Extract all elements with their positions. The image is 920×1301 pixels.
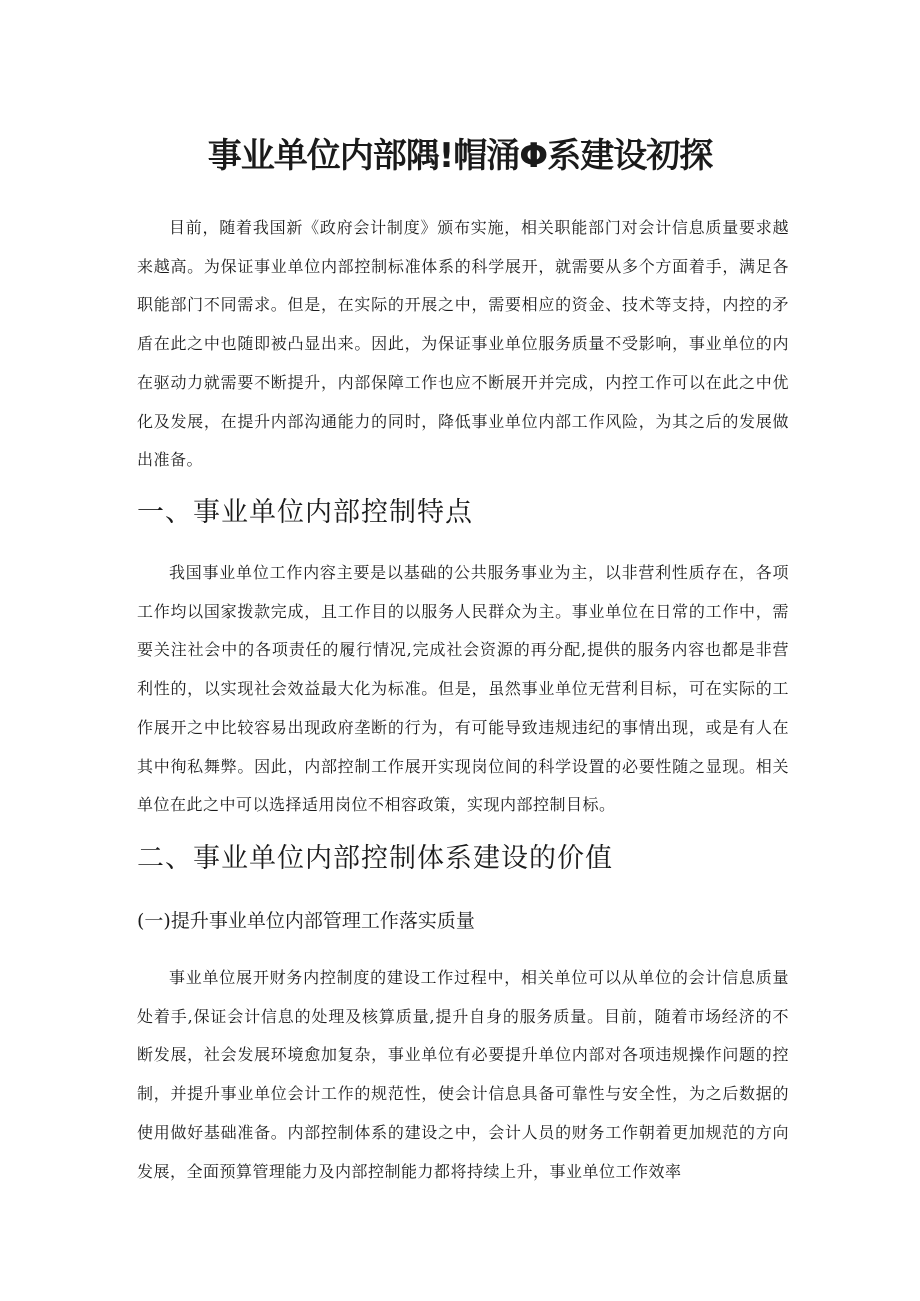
section-1-heading: 一、事业单位内部控制特点 (137, 497, 473, 528)
intro-paragraph: 目前，随着我国新《政府会计制度》颁布实施，相关职能部门对会计信息质量要求越来越高。为保证事业单位内部控制标准体系的科学展开，就需要从多个方面着手，满足各职能部门不同需求。但是，在实际的开展之中，需要相应的资金、技术等支持，内控的矛盾在此之中也随即被凸显出来。因此，为保证事业单位服务质量不受影响，事业单位的内在驱动力就需要不断提升，内部保障工作也应不断展开并完成，内控工作可以在此之中优化及发展，在提升内部沟通能力的同时，降低事业单位内部工作风险，为其之后的发展做出准备。 (137, 218, 789, 470)
section-2-heading: 二、事业单位内部控制体系建设的价值 (137, 843, 613, 874)
document-title: 事业单位内部隅!帽涌Φ系建设初探 (207, 136, 713, 176)
section-1-paragraph: 我国事业单位工作内容主要是以基础的公共服务事业为主，以非营利性质存在，各项工作均以国家拨款完成，且工作目的以服务人民群众为主。事业单位在日常的工作中，需要关注社会中的各项责任的履行情况,完成社会资源的再分配,提供的服务内容也都是非营利性的，以实现社会效益最大化为标准。但是，虽然事业单位无营利目标，可在实际的工作展开之中比较容易出现政府垄断的行为，有可能导致违规违纪的事情出现，或是有人在其中徇私舞弊。因此，内部控制工作展开实现岗位间的科学设置的必要性随之显现。相关单位在此之中可以选择适用岗位不相容政策，实现内部控制目标。 (137, 563, 789, 815)
section-2-paragraph: 事业单位展开财务内控制度的建设工作过程中，相关单位可以从单位的会计信息质量处着手,保证会计信息的处理及核算质量,提升自身的服务质量。目前，随着市场经济的不断发展，社会发展环境愈加复杂，事业单位有必要提升单位内部对各项违规操作问题的控制，并提升事业单位会计工作的规范性，使会计信息具备可靠性与安全性，为之后数据的使用做好基础准备。内部控制体系的建设之中，会计人员的财务工作朝着更加规范的方向发展，全面预算管理能力及内部控制能力都将持续上升，事业单位工作效率 (137, 968, 789, 1181)
section-2-subheading: (一)提升事业单位内部管理工作落实质量 (137, 910, 475, 932)
